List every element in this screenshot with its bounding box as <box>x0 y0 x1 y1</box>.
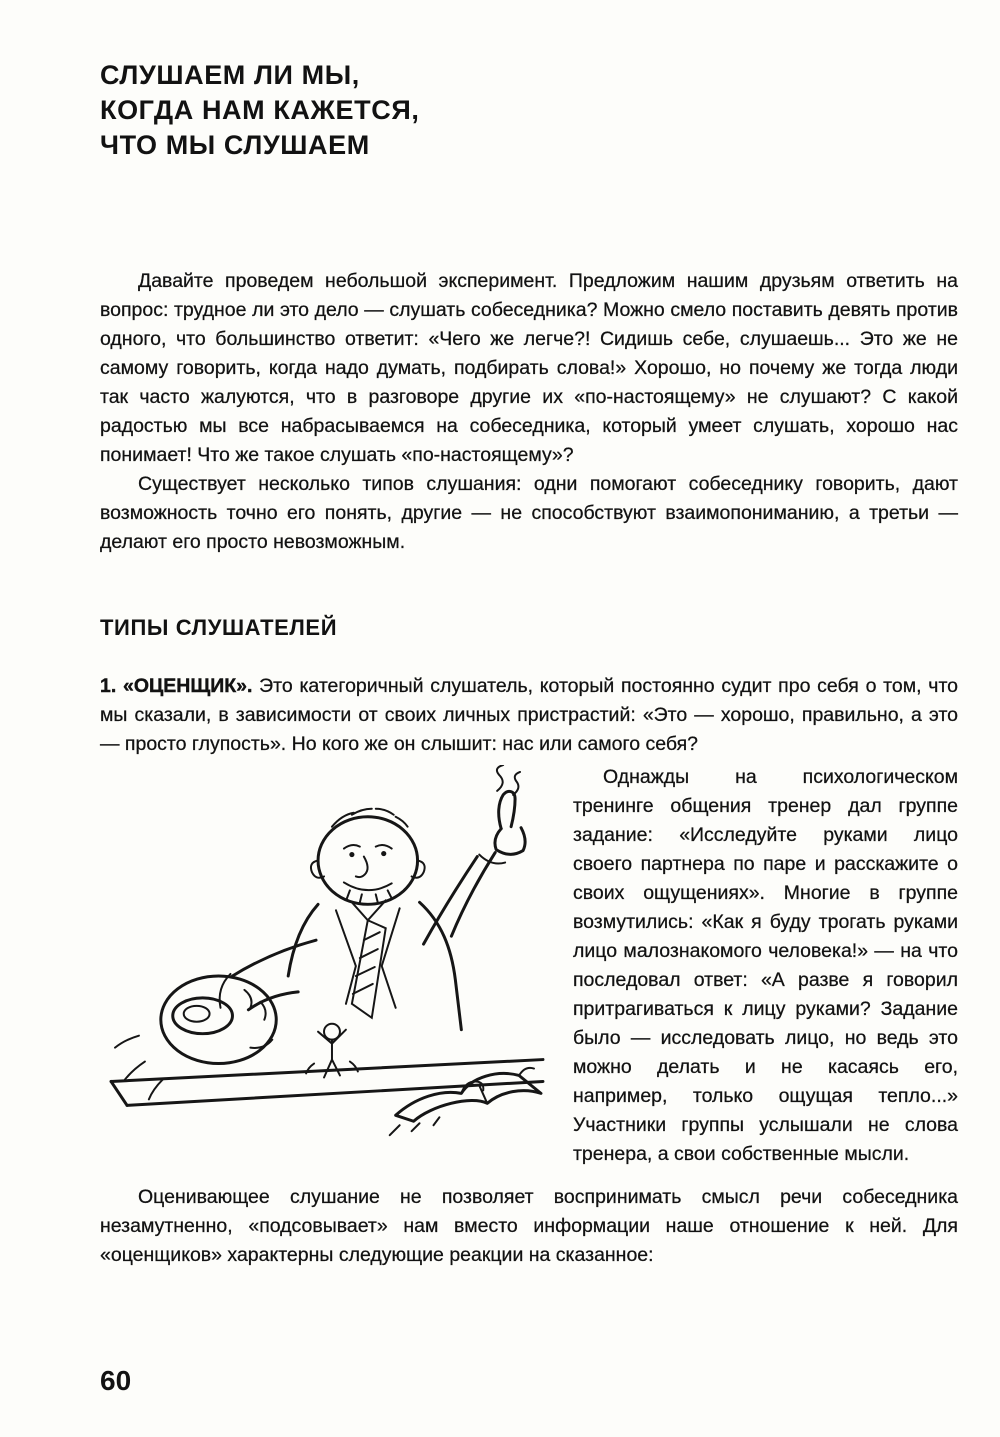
section-heading: ТИПЫ СЛУШАТЕЛЕЙ <box>100 615 338 640</box>
training-story-paragraph: Однажды на психологическом тренинге общения тренер дал группе задание: «Исследуйте руками лицо своего партнера по паре и расскажите о своих ощущениях». Многие в группе возмутились: «Как я буду трогать руками лицо малознакомого человека!» — на что последовал ответ: «А разве я говорил притрагиваться к лицу руками? Задание было — исследовать лицо, но ведь это можно делать и не касаясь его, например, только ощущая тепло...» Участники группы услышали не слова тренера, а свои собственные мысли. <box>573 766 958 1165</box>
intro-paragraph-2: Существует несколько типов слушания: одни помогают собеседнику говорить, дают возможность точно его понять, другие — не способствуют взаимопониманию, а третьи — делают его просто невозможным. <box>100 473 958 553</box>
page-number: 60 <box>100 1365 132 1396</box>
closing-paragraph: Оценивающее слушание не позволяет воспринимать смысл речи собеседника незамутненно, «подсовывает» нам вместо информации наше отношение к ней. Для «оценщиков» характерны следующие реакции на сказанное: <box>100 1186 958 1266</box>
evaluator-text: Это категоричный слушатель, который постоянно судит про себя о том, что мы сказали, в зависимости от своих личных пристрастий: «Это — хорошо, правильно, а это — просто глупость». Но кого же он слышит: нас или самого себя? <box>100 675 959 755</box>
chapter-title-line-3: ЧТО МЫ СЛУШАЕМ <box>100 130 370 160</box>
intro-paragraph-1: Давайте проведем небольшой эксперимент. Предложим нашим друзьям ответить на вопрос: трудное ли это дело — слушать собеседника? Можно смело поставить девять против одного, что большинство ответит: «Чего же легче?! Сидишь себе, слушаешь... Это же не самому говорить, когда надо думать, подбирать слова!» Хорошо, но почему же тогда люди так часто жалуются, что в разговоре другие их «по-настоящему» не слушают? С какой радостью мы все набрасываемся на собеседника, который умеет слушать, хорошо нас понимает! Что же такое слушать «по-настоящему»? <box>100 270 958 466</box>
evaluator-paragraph <box>100 672 958 759</box>
chapter-title <box>100 58 958 163</box>
pointing-man-cartoon-illustration <box>100 765 555 1173</box>
chapter-title-line-1: СЛУШАЕМ ЛИ МЫ, <box>100 60 360 90</box>
figure-with-text <box>100 763 958 1169</box>
evaluator-label: 1. «ОЦЕНЩИК». <box>100 675 253 697</box>
body-text-block <box>100 267 958 1270</box>
chapter-title-line-2: КОГДА НАМ КАЖЕТСЯ, <box>100 95 420 125</box>
